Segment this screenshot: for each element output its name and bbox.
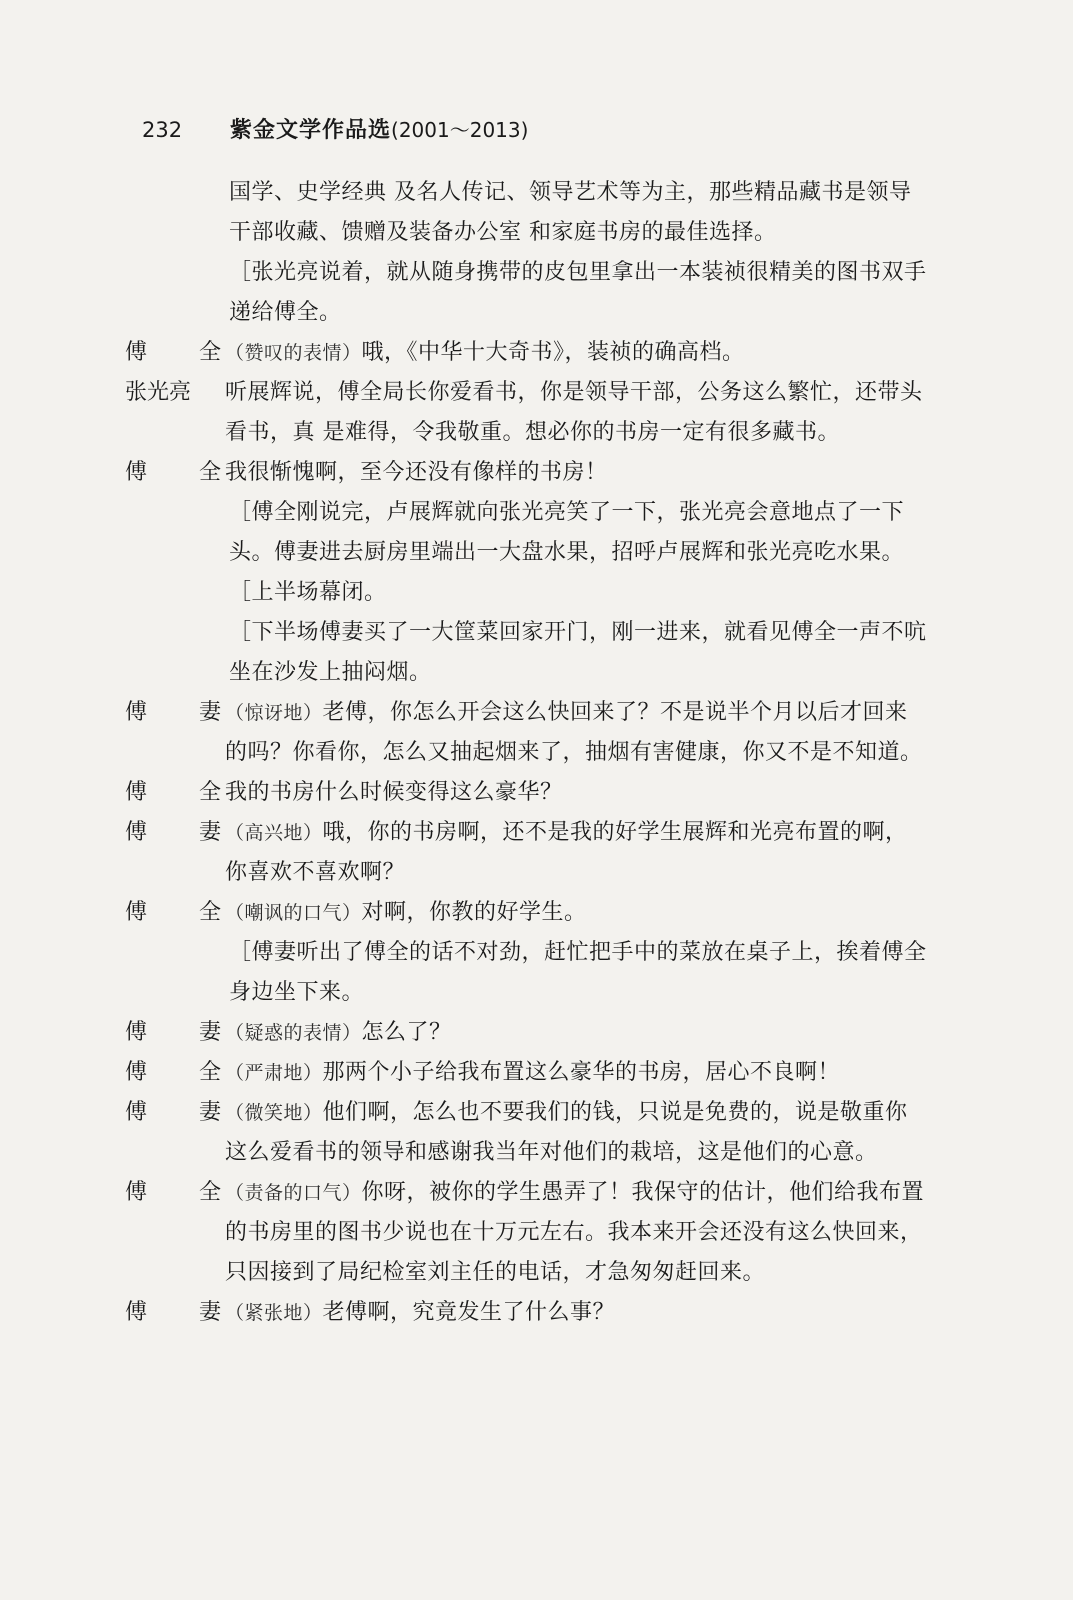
book-title: 紫金文学作品选 — [230, 118, 392, 143]
dialogue-content — [225, 453, 925, 493]
dialogue-content — [225, 333, 925, 373]
acting-direction: （紧张地） — [225, 1302, 323, 1324]
dialogue-line — [0, 1093, 1073, 1173]
stage-direction: 国学、史学经典 及名人传记、领导艺术等为主，那些精品藏书是领导干部收藏、馈赠及装备办公室 和家庭书房的最佳选择。 — [229, 180, 912, 245]
running-header — [142, 113, 528, 145]
dialogue-line — [0, 1013, 1073, 1053]
dialogue-text: 哦，《中华十大奇书》，装祯的确高档。 — [361, 340, 745, 365]
stage-direction: ［张光亮说着，就从随身携带的皮包里拿出一本装祯很精美的图书双手递给傅全。 — [229, 260, 927, 325]
acting-direction: （嘲讽的口气） — [225, 902, 362, 924]
dialogue-content — [225, 1013, 925, 1053]
acting-direction: （疑惑的表情） — [225, 1022, 362, 1044]
dialogue-line — [0, 813, 1073, 893]
page-number: 232 — [142, 118, 183, 142]
dialogue-line — [0, 1173, 1073, 1293]
dialogue-text: 哦，你的书房啊，还不是我的好学生展辉和光亮布置的啊，你喜欢不喜欢啊？ — [225, 820, 908, 885]
dialogue-content — [225, 693, 925, 773]
stage-direction: ［傅妻听出了傅全的话不对劲，赶忙把手中的菜放在桌子上，挨着傅全身边坐下来。 — [229, 940, 927, 1005]
speaker-name: 傅妻 — [125, 1020, 221, 1045]
dialogue-text: 他们啊，怎么也不要我们的钱，只说是免费的，说是敬重你这么爱看书的领导和感谢我当年对他们的栽培，这是他们的心意。 — [225, 1100, 908, 1165]
speaker-name: 傅妻 — [125, 700, 221, 725]
dialogue-text: 怎么了？ — [361, 1020, 452, 1045]
speaker-name: 傅全 — [125, 1180, 221, 1205]
speaker-name: 傅妻 — [125, 1100, 221, 1125]
speaker-name: 傅全 — [125, 1060, 221, 1085]
dialogue-content — [225, 1293, 925, 1333]
dialogue-line — [0, 1293, 1073, 1333]
dialogue-line — [0, 333, 1073, 373]
acting-direction: （责备的口气） — [225, 1182, 362, 1204]
dialogue-content — [225, 893, 925, 933]
speaker-name: 傅妻 — [125, 1300, 221, 1325]
dialogue-line — [0, 1053, 1073, 1093]
speaker-name: 傅妻 — [125, 820, 221, 845]
acting-direction: （高兴地） — [225, 822, 323, 844]
dialogue-text: 我很惭愧啊，至今还没有像样的书房！ — [225, 460, 608, 485]
dialogue-line — [0, 453, 1073, 493]
dialogue-text: 老傅，你怎么开会这么快回来了？不是说半个月以后才回来的吗？你看你，怎么又抽起烟来了，抽烟有害健康，你又不是不知道。 — [225, 700, 923, 765]
dialogue-content — [225, 773, 925, 813]
dialogue-text: 对啊，你教的好学生。 — [361, 900, 587, 925]
dialogue-line — [0, 373, 1073, 453]
dialogue-text: 那两个小子给我布置这么豪华的书房，居心不良啊！ — [322, 1060, 841, 1085]
speaker-name: 傅全 — [125, 340, 221, 365]
speaker-name: 傅全 — [125, 780, 221, 805]
dialogue-content — [225, 813, 925, 893]
acting-direction: （惊讶地） — [225, 702, 323, 724]
speaker-name: 张光亮 — [125, 380, 192, 405]
dialogue-line — [0, 893, 1073, 933]
dialogue-content — [225, 1173, 925, 1293]
stage-direction: ［上半场幕闭。 — [229, 580, 387, 605]
speaker-name: 傅全 — [125, 900, 221, 925]
dialogue-text: 你呀，被你的学生愚弄了！我保守的估计，他们给我布置的书房里的图书少说也在十万元左右。我本来开会还没有这么快回来，只因接到了局纪检室刘主任的电话，才急匆匆赶回来。 — [225, 1180, 925, 1285]
acting-direction: （赞叹的表情） — [225, 342, 362, 364]
speaker-name: 傅全 — [125, 460, 221, 485]
dialogue-line — [0, 693, 1073, 773]
book-years: (2001～2013) — [391, 118, 529, 142]
acting-direction: （严肃地） — [225, 1062, 323, 1084]
stage-direction: ［傅全刚说完，卢展辉就向张光亮笑了一下，张光亮会意地点了一下头。傅妻进去厨房里端出一大盘水果，招呼卢展辉和张光亮吃水果。 — [229, 500, 905, 565]
dialogue-text: 我的书房什么时候变得这么豪华？ — [225, 780, 563, 805]
dialogue-content — [225, 1093, 925, 1173]
dialogue-content — [225, 1053, 925, 1093]
dialogue-text: 老傅啊，究竟发生了什么事？ — [322, 1300, 616, 1325]
acting-direction: （微笑地） — [225, 1102, 323, 1124]
dialogue-content — [225, 373, 925, 453]
script-text — [0, 173, 1073, 1333]
dialogue-text: 听展辉说，傅全局长你爱看书，你是领导干部，公务这么繁忙，还带头看书，真 是难得，令我敬重。想必你的书房一定有很多藏书。 — [225, 380, 923, 445]
dialogue-line — [0, 773, 1073, 813]
stage-direction: ［下半场傅妻买了一大筐菜回家开门，刚一进来，就看见傅全一声不吭坐在沙发上抽闷烟。 — [229, 620, 927, 685]
